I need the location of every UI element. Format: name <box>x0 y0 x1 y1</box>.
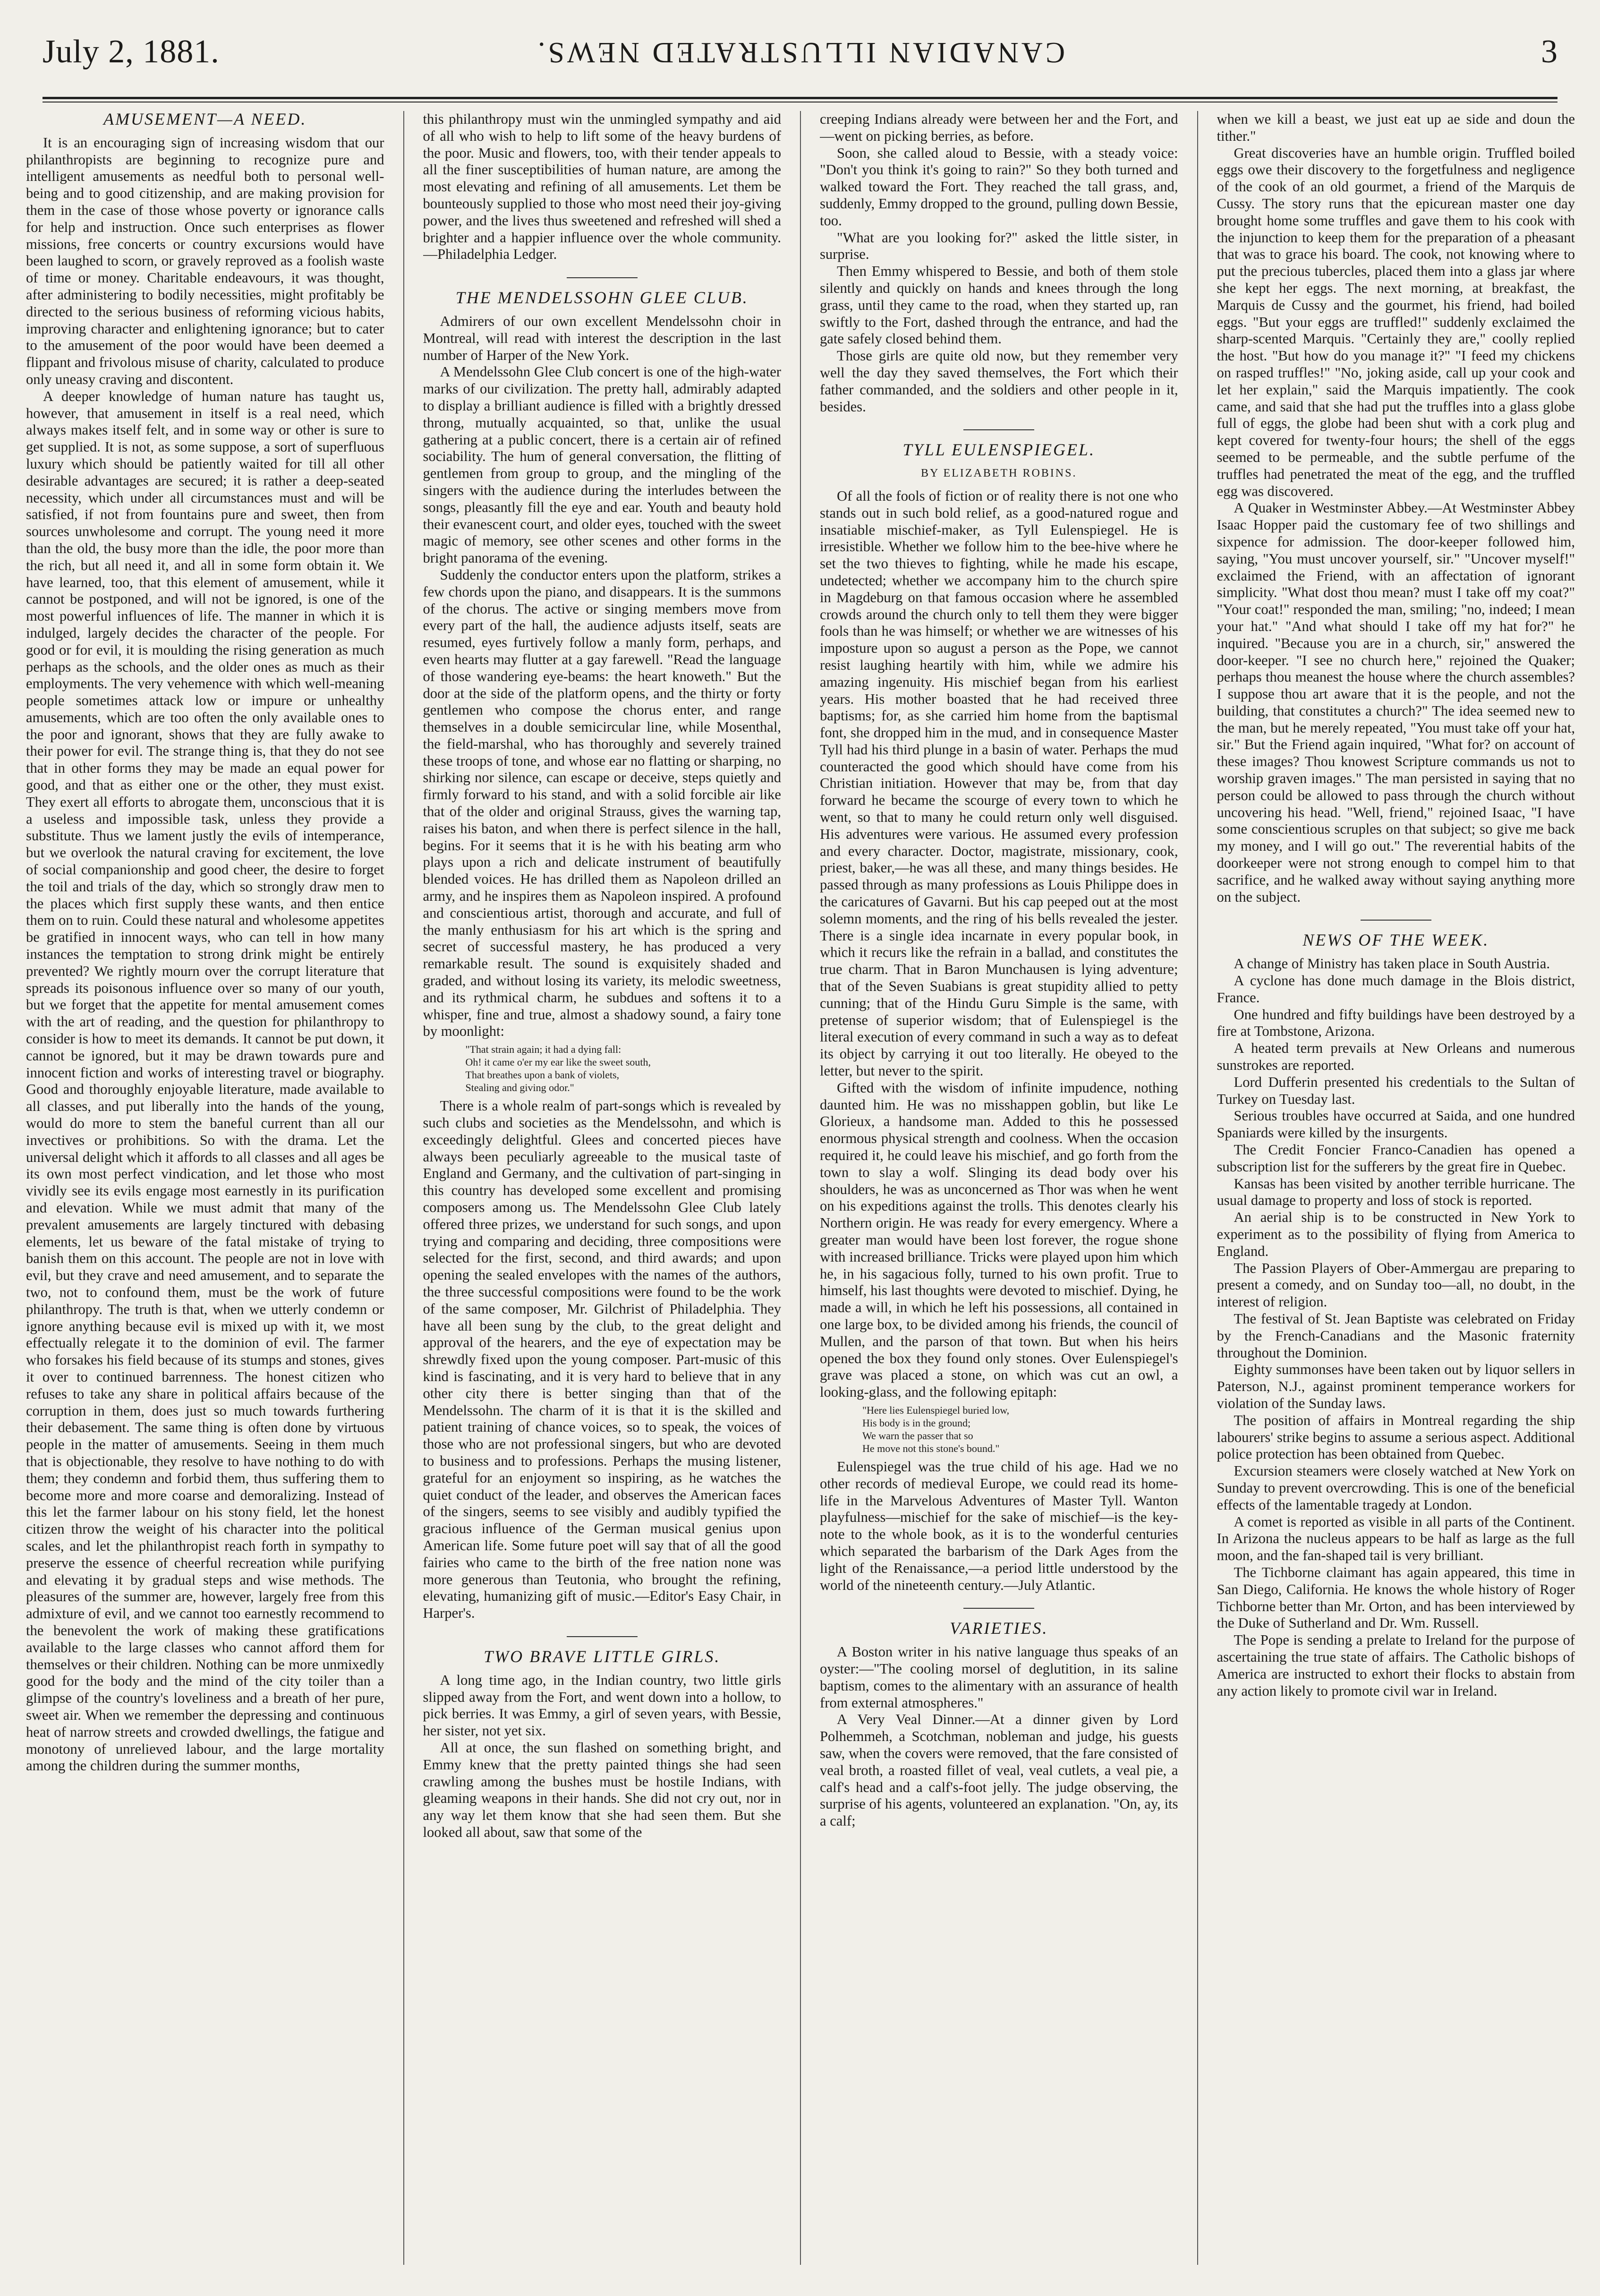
paragraph: A long time ago, in the Indian country, two little girls slipped away from the Fort, and went down into a hollow, to pick berries. It was Emmy, a girl of seven years, with Bessie, her sister, not yet six. <box>423 1672 781 1739</box>
news-item: Kansas has been visited by another terrible hurricane. The usual damage to property and loss of stock is reported. <box>1217 1175 1575 1209</box>
paragraph: Gifted with the wisdom of infinite impudence, nothing daunted him. He was no misshappen goblin, but like Le Glorieux, a handsome man. Added to this he possessed enormous physical strength and coolness. When the occasion required it, he could leave his mischief, and go forth from the town to slay a wolf. Slinging its dead body over his shoulders, he was as unconcerned as Thor was when he went on his expeditions against the trolls. This denotes clearly his Northern origin. He was ready for every emergency. Where a greater man would have been lost forever, the rogue shone with increased brilliance. Tricks were played upon him which he, in his sagacious folly, turned to his own profit. True to himself, his last thoughts were devoted to mischief. Dying, he made a will, in which he left his possessions, all contained in one large box, to be divided among his friends, the council of Mullen, and the parson of that town. But when his heirs opened the box they found only stones. Over Eulenspiegel's grave was placed a stone, on which was cut an owl, a looking-glass, and the following epitaph: <box>820 1079 1178 1400</box>
news-item: A cyclone has done much damage in the Blois district, France. <box>1217 973 1575 1006</box>
verse-line: He move not this stone's bound." <box>862 1442 1000 1454</box>
paragraph: Of all the fools of fiction or of reality there is not one who stands out in such bold relief, as a good-natured rogue and insatiable mischief-maker, as Tyll Eulenspiegel. He is irresistible. Whether we follow him to the bee-hive where he set the two thieves to fighting, while he made his escape, undetected; whether we accompany him to the church spire in Magdeburg on that famous occasion where he assembled crowds around the church only to tell them they were bigger fools than he was himself; or whether we are witnesses of his imposture upon so august a person as the Pope, we cannot resist laughing heartily with him, while we admire his amazing ingenuity. His mischief began from his earliest years. His mother boasted that he had received three baptisms; for, as she carried him home from the baptismal font, she dropped him in the mud, and in consequence Master Tyll had his third plunge in a basin of water. Perhaps the mud counteracted the good which should have come from his Christian initiation. However that may be, from that day forward he became the scourge of every town to which he went, so that to many he could return only well disguised. His adventures were various. He assumed every profession and every character. Doctor, magistrate, missionary, cook, priest, baker,—he was all these, and many things besides. He passed through as many professions as Louis Philippe does in the caricatures of Gavarni. But his cap peeped out at the most solemn moments, and the ring of his bells revealed the jester. There is a single idea incarnate in every popular book, in which it recurs like the refrain in a ballad, and constitutes the true charm. That in Baron Munchausen is lying adventure; that of the Seven Suabians is great stupidity allied to petty cunning; that of the Hindu Guru Simple is the same, with pretense of superior wisdom; that of Eulenspiegel is the literal execution of every command in such a way as to defeat its object by carrying it out too literally. He obeyed to the letter, but never to the spirit. <box>820 487 1178 1079</box>
verse-line: That breathes upon a bank of violets, <box>465 1069 620 1081</box>
news-item: The Tichborne claimant has again appeared, this time in San Diego, California. He knows the whole history of Roger Tichborne better than Mr. Orton, and has been interviewed by the Duke of Sutherland and Dr. Wm. Russell. <box>1217 1564 1575 1631</box>
column-2 <box>423 111 782 2265</box>
column-3 <box>820 111 1178 2265</box>
page-number: 3 <box>1541 34 1557 70</box>
paragraph: "What are you looking for?" asked the little sister, in surprise. <box>820 229 1178 263</box>
paragraph: A Very Veal Dinner.—At a dinner given by Lord Polhemmeh, a Scotchman, nobleman and judge, his guests saw, when the covers were removed, that the fare consisted of veal broth, a roasted fillet of veal, veal cutlets, a veal pie, a calf's head and a calf's-foot jelly. The judge observing, the surprise of his agents, volunteered an explanation. "On, ay, its a calf; <box>820 1711 1178 1829</box>
article-heading: TWO BRAVE LITTLE GIRLS. <box>484 1647 721 1666</box>
paragraph: A Boston writer in his native language thus speaks of an oyster:—"The cooling morsel of deglutition, in its saline baptism, comes to the alimentary with an assurance of health from external atmospheres." <box>820 1644 1178 1711</box>
verse-line: "Here lies Eulenspiegel buried low, <box>862 1404 1010 1416</box>
column-divider <box>800 111 801 2265</box>
section-rule <box>567 277 638 278</box>
news-item: The Credit Foncier Franco-Canadien has opened a subscription list for the sufferers by the great fire in Quebec. <box>1217 1142 1575 1175</box>
paragraph: Great discoveries have an humble origin. Truffled boiled eggs owe their discovery to the forgetfulness and negligence of the cook of an old gourmet, a friend of the Marquis de Cussy. The story runs that the epicurean master one day brought home some truffles and gave them to his cook with the injunction to keep them for the preparation of a pheasant that was to grace his board. The cook, not knowing where to put the precious tubercles, placed them into a glass jar where she kept her eggs. The next morning, at breakfast, the Marquis de Cussy and the gourmet, his friend, had boiled eggs. "But your eggs are truffled!" suddenly exclaimed the sharp-scented Marquis. "Certainly they are," coolly replied the host. "But how do you manage it?" "I feed my chickens on rasped truffles!" "No, joking aside, call up your cook and let her explain," said the Marquis impatiently. The cook came, and said that she had put the truffles into a glass globe full of eggs, the globe had been shut with a cork plug and kept covered for twenty-four hours; the shell of the eggs seemed to be permeable, and the subtle perfume of the truffles had penetrated the meat of the egg, and the truffled egg was discovered. <box>1217 145 1575 499</box>
section-rule <box>963 429 1034 430</box>
article-heading: AMUSEMENT—A NEED. <box>103 111 307 128</box>
byline: BY ELIZABETH ROBINS. <box>921 467 1077 480</box>
columns <box>26 111 1575 2265</box>
news-item: A heated term prevails at New Orleans and numerous sunstrokes are reported. <box>1217 1040 1575 1074</box>
verse-quote <box>423 1043 782 1094</box>
article-heading: TYLL EULENSPIEGEL. <box>902 440 1095 460</box>
column-divider <box>1197 111 1198 2265</box>
paragraph: All at once, the sun flashed on something bright, and Emmy knew that the pretty painted things she had seen crawling among the bushes must be hostile Indians, with gleaming weapons in their hands. She did not cry out, nor in any way let them know that she had seen them. But she looked all about, saw that some of the <box>423 1739 781 1840</box>
news-item: Excursion steamers were closely watched at New York on Sunday to prevent overcrowding. This is one of the beneficial effects of the lamentable tragedy at London. <box>1217 1463 1575 1513</box>
paragraph: It is an encouraging sign of increasing wisdom that our philanthropists are beginning to recognize pure and intelligent amusements as needful both to personal well-being and to good citizenship, and are making provision for them in the case of those whose poverty or ignorance calls for help and instruction. Once such enterprises as flower missions, free concerts or country excursions would have been laughed to scorn, or gravely reproved as a foolish waste of time or money. Charitable endeavours, it was thought, after administering to bodily necessities, might profitably be directed to the serious business of reforming vicious habits, improving character and enlightening ignorance; but to cater to the amusement of the poor would have been deemed a flippant and frivolous misuse of charity, calculated to produce only uneasy craving and discontent. <box>26 134 384 387</box>
section-rule <box>567 1636 638 1637</box>
paragraph: There is a whole realm of part-songs which is revealed by such clubs and societies as the Mendelssohn, and which is exceedingly delightful. Glees and concerted pieces have always been peculiarly agreeable to the musical taste of England and Germany, and the cultivation of part-singing in this country has developed some excellent and promising composers among us. The Mendelssohn Glee Club lately offered three prizes, we understand for such songs, and upon trying and comparing and deciding, three compositions were selected for the first, second, and third awards; and upon opening the sealed envelopes with the names of the authors, the three successful compositions were found to be the work of the same composer, Mr. Gilchrist of Philadelphia. They have all been sung by the club, to the great delight and approval of the hearers, and the eye of expectation may be shrewdly fixed upon the young composer. Part-music of this kind is fascinating, and it is very hard to believe that in any other city there is better singing than that of the Mendelssohn. The charm of it is that it is the skilled and patient training of chance voices, so to speak, the voices of those who are not professional singers, but who are devoted to business and to professions. Perhaps the musing listener, grateful for an enjoyment so inspiring, as he watches the quiet conduct of the leader, and observes the American faces of the singers, seems to see visibly and audibly typified the gracious influence of the German musical genius upon American life. Some future poet will say that of all the good fairies who came to the birth of the free nation none was more generous than Teutonia, who brought the refining, elevating, humanizing gift of music.—Editor's Easy Chair, in Harper's. <box>423 1098 781 1622</box>
newspaper-title <box>43 35 1557 69</box>
masthead <box>43 33 1557 85</box>
paragraph: Then Emmy whispered to Bessie, and both of them stole silently and quickly on hands and knees through the long grass, until they came to the road, when they started up, ran swiftly to the Fort, dashed through the entrance, and had the gate safely closed behind them. <box>820 263 1178 347</box>
news-item: The festival of St. Jean Baptiste was celebrated on Friday by the French-Canadians and the Masonic fraternity throughout the Dominion. <box>1217 1310 1575 1361</box>
column-divider <box>403 111 404 2265</box>
paragraph: Suddenly the conductor enters upon the platform, strikes a few chords upon the piano, and disappears. It is the summons of the chorus. The active or singing members move from every part of the hall, the audience adjusts itself, seats are resumed, eyes furtively follow a manly form, perhaps, and even hearts may flutter at a gay farewell. "Read the language of those wandering eye-beams: the heart knoweth." But the door at the side of the platform opens, and the thirty or forty gentlemen who compose the chorus enter, and range themselves in a double semicircular line, while Mosenthal, the field-marshal, who has thoroughly and severely trained these troops of tone, and whose ear no flatting or sharping, no shirking nor silence, can escape or deceive, steps quietly and firmly forward to his stand, and with a solid forcible air like that of the older and original Strauss, gives the warning tap, raises his baton, and when there is perfect silence in the hall, begins. For it seems that it is he with his beating arm who plays upon a rich and delicate instrument of beautifully blended voices. He has drilled them as Napoleon drilled an army, and he inspires them as Napoleon inspired. A profound and conscientious artist, thorough and accurate, and full of the manly enthusiasm for his art which is the spring and secret of successful mastery, he has produced a very remarkable result. The sound is exquisitely shaded and graded, and without losing its variety, its melodic sweetness, and its rythmical charm, he subdues and softens it to a whisper, fine and true, almost a shadowy sound, a fairy tone by moonlight: <box>423 566 781 1040</box>
news-item: An aerial ship is to be constructed in New York to experiment as to the possibility of flying from America to England. <box>1217 1209 1575 1259</box>
article-heading: VARIETIES. <box>950 1619 1048 1638</box>
paragraph: A deeper knowledge of human nature has taught us, however, that amusement in itself is a real need, which always makes itself felt, and in some way or other is sure to get supplied. It is not, as some suppose, a sort of superfluous luxury which should be patiently waited for till all other desirable advantages are secured; it is rather a deep-seated necessity, which under all circumstances must and will be satisfied, if not from fountains pure and sweet, then from sources unwholesome and corrupt. The young need it more than the old, the busy more than the idle, the poor more than the rich, but all need it, and all in some form obtain it. We have learned, too, that this element of amusement, while it cannot be postponed, and will not be ignored, is one of the most powerful influences of life. The manner in which it is indulged, largely decides the character of the people. For good or for evil, it is moulding the rising generation as much perhaps as the schools, and the older ones as much as their employments. The very vehemence with which well-meaning people sometimes attack low or impure or unhealthy amusements, which are too often the only available ones to the poor and ignorant, shows that they are fully awake to their power for evil. The strange thing is, that they do not see that in other forms they may be made an equal power for good, and that as either one or the other, they must exist. They exert all efforts to abrogate them, unconscious that it is a useless and impossible task, unless they provide a substitute. Thus we lament justly the evils of intemperance, but we overlook the natural craving for excitement, the love of social companionship and good cheer, the desire to forget the toil and trials of the day, which so strongly draw men to the places which first supply these wants, and then entice them on to ruin. Could these natural and wholesome appetites be gratified in innocent ways, who can tell in how many instances the temptation to strong drink might be entirely prevented? We rightly mourn over the corrupt literature that spreads its poisonous influence over so many of our youth, but we forget that the appetite for mental amusement comes with the art of reading, and the question for philanthropy to consider is how to meet its demands. It cannot be put down, it cannot be ignored, but it may be drawn towards pure and innocent fiction and works of interesting travel or biography. Good and thoroughly enjoyable literature, made available to all classes, and put liberally into the hands of the young, would do more to stem the baneful current than all our invectives or prohibitions. So with the drama. Let the universal delight which it affords to all classes and all ages be its own most perfect vindication, and let those who most vividly see its evils engage most earnestly in its purification and elevation. While we must admit that many of the prevalent amusements are largely tinctured with debasing elements, let us beware of the fatal mistake of trying to banish them on this account. The people are not in love with evil, but they crave and need amusement, and to separate the two, not to confound them, must be the work of future philanthropy. The truth is that, when we utterly condemn or ignore anything because evil is mixed up with it, we most effectually relegate it to the dominion of evil. The farmer who forsakes his field because of its stumps and stones, gives it over to continued barrenness. The honest citizen who refuses to take any share in political affairs because of the corruption in them, does just so much towards furthering their debasement. The same thing is often done by virtuous people in the matter of amusements. Seeing in them much that is objectionable, they resolve to have nothing to do with them; they condemn and forbid them, thus suffering them to become more and more coarse and demoralizing. Instead of this let the farmer labour on his stony field, let the honest citizen throw the weight of his character into the political scales, and let the philanthropist reach forth in sympathy to preserve the essence of cheerful recreation while purifying and elevating it by gradual steps and wise methods. The pleasures of the summer are, however, largely free from this admixture of evil, and we cannot too earnestly recommend to the benevolent the work of making these gratifications available to the large classes who cannot afford them for themselves or their children. Nothing can be more unmixedly good for the body and the mind of the city toiler than a glimpse of the country's loveliness and a breath of her pure, sweet air. When we remember the depressing and continuous heat of narrow streets and crowded dwellings, the fatigue and monotony of unrelieved labour, and the large mortality among the children during the summer months, <box>26 388 384 1774</box>
paragraph: Soon, she called aloud to Bessie, with a steady voice: "Don't you think it's going to rain?" So they both turned and walked toward the Fort. They reached the tall grass, and, suddenly, Emmy dropped to the ground, pulling down Bessie, too. <box>820 145 1178 229</box>
paragraph: A Quaker in Westminster Abbey.—At Westminster Abbey Isaac Hopper paid the customary fee of two shillings and sixpence for admission. The door-keeper followed him, saying, "You must uncover yourself, sir." "Uncover myself!" exclaimed the Friend, with an affectation of ignorant simplicity. "What dost thou mean? must I take off my coat?" "Your coat!" responded the man, smiling; "no, indeed; I mean your hat." "And what should I take off my hat for?" he inquired. "Because you are in a church, sir," answered the door-keeper. "I see no church here," rejoined the Quaker; perhaps thou meanest the house where the church assembles? I suppose thou art aware that it is the people, and not the building, that constitutes a church?" The idea seemed new to the man, but he merely repeated, "You must take off your hat, sir." But the Friend again inquired, "What for? on account of these images? Thou knowest Scripture commands us not to worship graven images." The man persisted in saying that no person could be allowed to pass through the church without uncovering his head. "Well, friend," rejoined Isaac, "I have some conscientious scruples on that subject; so give me back my money, and I will go out." The reverential habits of the doorkeeper were not strong enough to compel him to that sacrifice, and he walked away without saying anything more on the subject. <box>1217 500 1575 905</box>
verse-line: Stealing and giving odor." <box>465 1082 574 1094</box>
news-item: Lord Dufferin presented his credentials to the Sultan of Turkey on Tuesday last. <box>1217 1074 1575 1107</box>
section-rule <box>963 1608 1034 1609</box>
paragraph: Those girls are quite old now, but they remember very well the day they saved themselves, the Fort which their father commanded, and the soldiers and other people in it, besides. <box>820 348 1178 415</box>
verse-line: We warn the passer that so <box>862 1429 973 1442</box>
news-item: The position of affairs in Montreal regarding the ship labourers' strike begins to assume a serious aspect. Additional police protection has been obtained from Quebec. <box>1217 1412 1575 1462</box>
article-heading: THE MENDELSSOHN GLEE CLUB. <box>455 288 749 307</box>
news-item: One hundred and fifty buildings have been destroyed by a fire at Tombstone, Arizona. <box>1217 1006 1575 1040</box>
paragraph: creeping Indians already were between her and the Fort, and—went on picking berries, as before. <box>820 111 1178 144</box>
header-rule <box>43 97 1557 99</box>
news-item: The Passion Players of Ober-Ammergau are preparing to present a comedy, and on Sunday too—all, no doubt, in the interest of religion. <box>1217 1260 1575 1310</box>
verse-line: "That strain again; it had a dying fall: <box>465 1043 621 1056</box>
news-item: The Pope is sending a prelate to Ireland for the purpose of ascertaining the true state of affairs. The Catholic bishops of America are instructed to exhort their flocks to abstain from any action likely to promote civil war in Ireland. <box>1217 1632 1575 1699</box>
paragraph: Eulenspiegel was the true child of his age. Had we no other records of medieval Europe, we could read its home-life in the Marvelous Adventures of Master Tyll. Wanton playfulness—mischief for the sake of mischief—is the key-note to the whole book, as it is to the wonderful centuries which separated the barbarism of the Dark Ages from the light of the Renaissance,—a period little understood by the world of the nineteenth century.—July Atlantic. <box>820 1458 1178 1593</box>
verse-line: His body is in the ground; <box>862 1417 971 1429</box>
column-1 <box>26 111 384 2265</box>
newspaper-title-text: CANADIAN ILLUSTRATED NEWS. <box>535 36 1065 68</box>
news-item: Serious troubles have occurred at Saida, and one hundred Spaniards were killed by the insurgents. <box>1217 1108 1575 1141</box>
news-item: A change of Ministry has taken place in South Austria. <box>1234 956 1550 972</box>
news-item: Eighty summonses have been taken out by liquor sellers in Paterson, N.J., against prominent temperance workers for violation of the Sunday laws. <box>1217 1361 1575 1411</box>
epitaph-verse <box>820 1404 1178 1455</box>
news-item: A comet is reported as visible in all parts of the Continent. In Arizona the nucleus appears to be half as large as the full moon, and the fan-shaped tail is very brilliant. <box>1217 1513 1575 1564</box>
article-heading: NEWS OF THE WEEK. <box>1302 930 1489 950</box>
issue-date: July 2, 1881. <box>43 34 220 70</box>
paragraph: this philanthropy must win the unmingled sympathy and aid of all who wish to help to lift some of the heavy burdens of the poor. Music and flowers, too, with their tender appeals to all the finer susceptibilities of human nature, are among the most elevating and refining of all amusements. Let them be bounteously supplied to those who most need their joy-giving power, and the lives thus sweetened and refreshed will shed a brighter and a happier influence over the whole community.—Philadelphia Ledger. <box>423 111 781 263</box>
section-rule <box>1361 920 1431 921</box>
paragraph: A Mendelssohn Glee Club concert is one of the high-water marks of our civilization. The pretty hall, admirably adapted to display a brilliant audience is filled with a brightly dressed throng, mutually acquainted, so that, unlike the usual gathering at a public concert, there is a certain air of refined sociability. The hum of general conversation, the flitting of gentlemen from group to group, and the mingling of the singers with the audience during the interludes between the songs, pleasantly fill the eye and ear. Youth and beauty hold their evanescent court, and older eyes, touched with the sweet magic of memory, see other scenes and other forms in the bright panorama of the evening. <box>423 364 781 566</box>
column-4 <box>1217 111 1575 2265</box>
paragraph: Admirers of our own excellent Mendelssohn choir in Montreal, will read with interest the description in the last number of Harper of the New York. <box>423 313 781 363</box>
paragraph: when we kill a beast, we just eat up ae side and doun the tither." <box>1217 111 1575 144</box>
verse-line: Oh! it came o'er my ear like the sweet south, <box>465 1056 651 1068</box>
